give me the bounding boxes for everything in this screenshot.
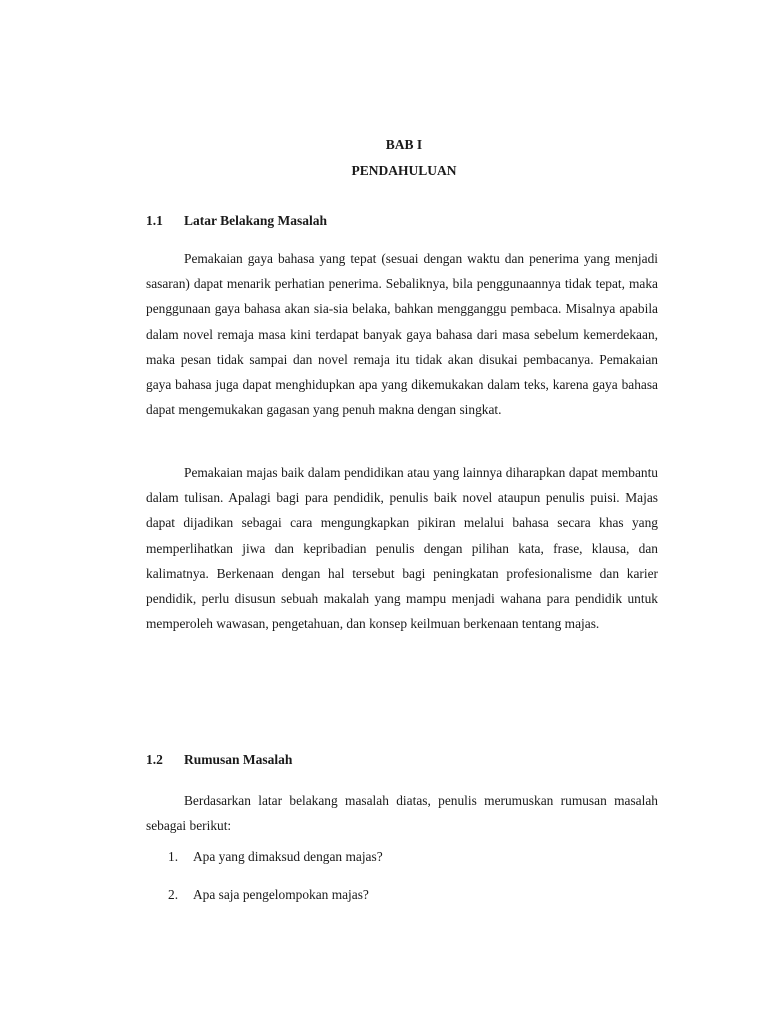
- section-heading-rumusan-masalah: [146, 752, 292, 768]
- paragraph-latar-belakang-1: Pemakaian gaya bahasa yang tepat (sesuai dengan waktu dan penerima yang menjadi sasaran) dapat menarik perhatian penerima. Sebaliknya, bila penggunaannya tidak tepat, maka penggunaan gaya bahasa akan sia-sia belaka, bahkan mengganggu pembaca. Misalnya apabila dalam novel remaja masa kini terdapat banyak gaya bahasa dari masa sebelum kemerdekaan, maka pesan tidak sampai dan novel remaja itu tidak akan disukai pembacanya. Pemakaian gaya bahasa juga dapat menghidupkan apa yang dikemukakan dalam teks, karena gaya bahasa dapat mengemukakan gagasan yang penuh makna dengan singkat.: [146, 251, 658, 418]
- list-item: [168, 849, 383, 865]
- paragraph-rumusan-masalah: Berdasarkan latar belakang masalah diatas, penulis merumuskan rumusan masalah sebagai berikut:: [146, 793, 658, 834]
- section-title: Latar Belakang Masalah: [184, 213, 328, 228]
- list-item: [168, 887, 369, 903]
- list-item-number: 2.: [168, 887, 179, 902]
- section-title: Rumusan Masalah: [184, 752, 293, 767]
- list-item-text: Apa yang dimaksud dengan majas?: [193, 849, 383, 864]
- paragraph-latar-belakang-2: Pemakaian majas baik dalam pendidikan atau yang lainnya diharapkan dapat membantu dalam tulisan. Apalagi bagi para pendidik, penulis baik novel ataupun penulis puisi. Majas dapat dijadikan sebagai cara mengungkapkan pikiran melalui bahasa secara khas yang memperlihatkan jiwa dan kepribadian penulis dengan pilihan kata, frase, klausa, dan kalimatnya. Berkenaan dengan hal tersebut bagi peningkatan profesionalisme dan karier pendidik, perlu disusun sebuah makalah yang mampu menjadi wahana para pendidik untuk memperoleh wawasan, pengetahuan, dan konsep keilmuan berkenaan tentang majas.: [146, 465, 658, 632]
- chapter-number: BAB I: [385, 137, 423, 152]
- list-item-number: 1.: [168, 849, 179, 864]
- section-number: 1.1: [146, 213, 163, 228]
- list-item-text: Apa saja pengelompokan majas?: [193, 887, 369, 902]
- section-heading-latar-belakang: [146, 213, 327, 229]
- section-number: 1.2: [146, 752, 163, 767]
- chapter-title: PENDAHULUAN: [351, 163, 457, 178]
